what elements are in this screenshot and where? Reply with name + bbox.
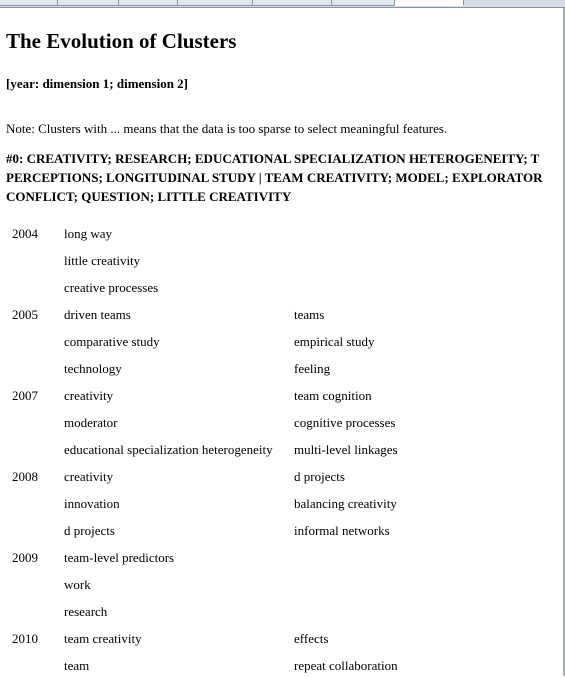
dimension-1-cell: innovation (64, 495, 120, 511)
dimension-2-cell: cognitive processes (294, 414, 396, 430)
table-row (6, 247, 494, 274)
table-row (6, 625, 494, 652)
year-cell: 2008 (12, 468, 38, 484)
dimension-2-cell: empirical study (294, 333, 375, 349)
table-row (6, 571, 494, 598)
tab-5[interactable] (252, 0, 332, 6)
tab-4[interactable] (177, 0, 253, 6)
table-row (6, 517, 494, 544)
year-cell (6, 490, 64, 517)
year-cell: 2010 (12, 630, 38, 646)
dimension-1-cell: moderator (64, 414, 118, 430)
year-cell: 2004 (12, 225, 38, 241)
dimension-2-cell: informal networks (294, 522, 390, 538)
year-cell (6, 274, 64, 301)
dimension-1-cell: comparative study (64, 333, 160, 349)
year-cell: 2007 (12, 387, 38, 403)
dimension-1-cell: research (64, 603, 108, 619)
dimension-2-cell (294, 571, 494, 598)
dimension-1-cell: long way (64, 225, 113, 241)
tab-1[interactable] (0, 0, 58, 6)
report-content (6, 28, 565, 673)
dimension-1-cell: little creativity (64, 252, 141, 268)
year-cell (6, 247, 64, 274)
dimension-2-cell: balancing creativity (294, 495, 397, 511)
table-row (6, 436, 494, 463)
cluster-title-line: CONFLICT; QUESTION; LITTLE CREATIVITY (6, 189, 292, 204)
dimension-1-cell: creative processes (64, 279, 159, 295)
table-row (6, 382, 494, 409)
table-row (6, 490, 494, 517)
table-row (6, 355, 494, 382)
dimension-2-cell: repeat collaboration (294, 657, 398, 673)
dimension-2-cell (294, 544, 494, 571)
cluster-title-line: PERCEPTIONS; LONGITUDINAL STUDY | TEAM CREATIVITY; MODEL; EXPLORATOR (6, 170, 543, 185)
table-row (6, 328, 494, 355)
sparse-data-note: Note: Clusters with ... means that the data is too sparse to select meaningful features. (6, 121, 448, 136)
table-row (6, 544, 494, 571)
dimension-2-cell: multi-level linkages (294, 441, 398, 457)
year-cell (6, 652, 64, 679)
table-row (6, 598, 494, 625)
table-row (6, 652, 494, 679)
year-cell (6, 355, 64, 382)
dimension-2-cell (294, 247, 494, 274)
dimension-1-cell: educational specialization heterogeneity (64, 441, 273, 457)
table-row (6, 409, 494, 436)
year-cell (6, 571, 64, 598)
table-row (6, 463, 494, 490)
tab-3[interactable] (118, 0, 178, 6)
page-title: The Evolution of Clusters (6, 29, 237, 53)
year-cell: 2005 (12, 306, 38, 322)
dimension-2-cell: feeling (294, 360, 331, 376)
dimension-1-cell: work (64, 576, 91, 592)
dimension-2-cell: d projects (294, 468, 345, 484)
dimension-1-cell: creativity (64, 468, 114, 484)
browser-tab-strip (0, 0, 565, 8)
year-cell: 2009 (12, 549, 38, 565)
table-row (6, 220, 494, 247)
dimension-2-cell (294, 274, 494, 301)
year-cell (6, 598, 64, 625)
tab-2[interactable] (57, 0, 119, 6)
dimension-1-cell: d projects (64, 522, 115, 538)
tab-active[interactable] (394, 0, 464, 6)
dimension-1-cell: team creativity (64, 630, 142, 646)
dimension-2-cell (294, 220, 494, 247)
evolution-table (6, 220, 494, 679)
dimension-2-cell: team cognition (294, 387, 372, 403)
cluster-title-line: #0: CREATIVITY; RESEARCH; EDUCATIONAL SPECIALIZATION HETEROGENEITY; T (6, 151, 540, 166)
year-cell (6, 409, 64, 436)
year-cell (6, 328, 64, 355)
cluster-title (6, 149, 565, 206)
table-row (6, 274, 494, 301)
tab-6[interactable] (331, 0, 395, 6)
dimension-1-cell: creativity (64, 387, 114, 403)
dimension-2-cell (294, 598, 494, 625)
dimensions-header: [year: dimension 1; dimension 2] (6, 76, 188, 91)
dimension-2-cell: teams (294, 306, 325, 322)
dimension-1-cell: driven teams (64, 306, 131, 322)
dimension-1-cell: technology (64, 360, 122, 376)
year-cell (6, 436, 64, 463)
dimension-1-cell: team (64, 657, 90, 673)
dimension-2-cell: effects (294, 630, 329, 646)
dimension-1-cell: team-level predictors (64, 549, 175, 565)
year-cell (6, 517, 64, 544)
table-row (6, 301, 494, 328)
